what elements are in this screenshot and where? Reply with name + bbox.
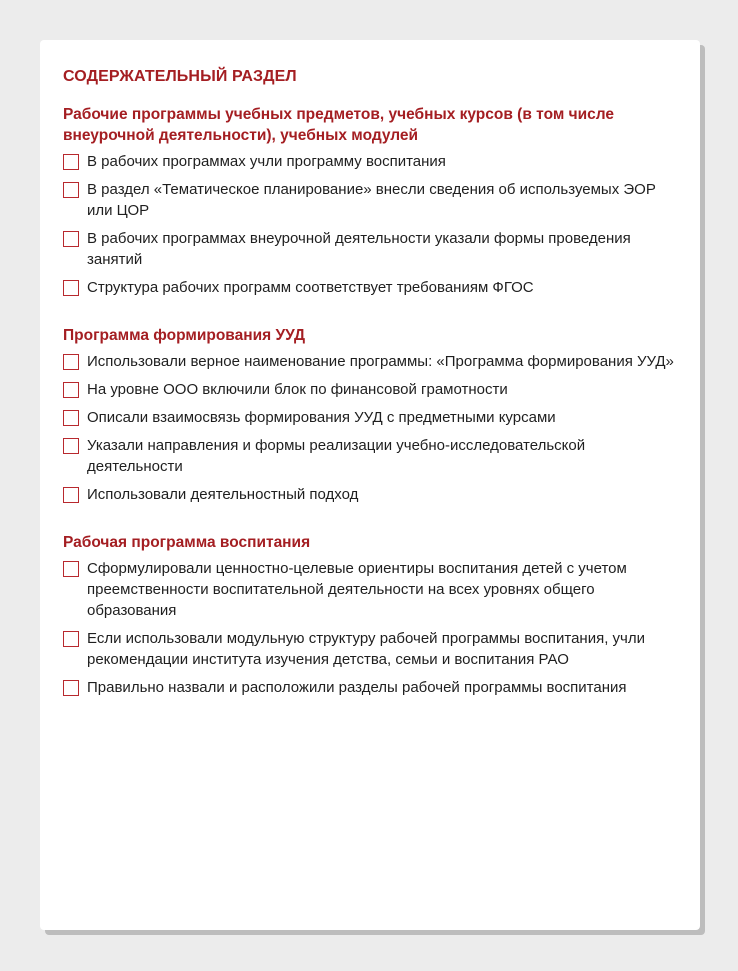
checkbox[interactable] (63, 182, 79, 198)
checklist-item-label: Правильно назвали и расположили разделы рабочей программы воспитания (87, 679, 627, 696)
checklist-item-label: Использовали деятельностный подход (87, 486, 359, 503)
checklist-item-label: В рабочих программах учли программу воспитания (87, 153, 446, 170)
checkbox[interactable] (63, 382, 79, 398)
checklist-item (63, 435, 683, 477)
checkbox[interactable] (63, 438, 79, 454)
checklist-item (63, 558, 683, 621)
page-title: СОДЕРЖАТЕЛЬНЫЙ РАЗДЕЛ (63, 68, 297, 85)
checkbox[interactable] (63, 231, 79, 247)
checklist-item-label: Описали взаимосвязь формирования УУД с предметными курсами (87, 409, 556, 426)
section-upbringing-program (63, 532, 683, 698)
checkbox[interactable] (63, 354, 79, 370)
checklist-item-label: Если использовали модульную структуру рабочей программы воспитания, учли рекомендации института изучения детства, семьи и воспитания РАО (87, 630, 645, 668)
checklist-item-label: Использовали верное наименование программы: «Программа формирования УУД» (87, 353, 674, 370)
checkbox[interactable] (63, 280, 79, 296)
checklist-item (63, 484, 683, 505)
section-uud-program (63, 325, 683, 505)
checklist-item-label: В рабочих программах внеурочной деятельности указали формы проведения занятий (87, 230, 631, 268)
checklist-item (63, 351, 683, 372)
checklist-item (63, 628, 683, 670)
section-title: Рабочие программы учебных предметов, учебных курсов (в том числе внеурочной деятельности), учебных модулей (63, 106, 615, 144)
checklist-item-label: В раздел «Тематическое планирование» внесли сведения об используемых ЭОР или ЦОР (87, 181, 656, 219)
checklist-item-label: Структура рабочих программ соответствует требованиям ФГОС (87, 279, 534, 296)
checkbox[interactable] (63, 410, 79, 426)
section-title: Программа формирования УУД (63, 327, 306, 344)
section-title: Рабочая программа воспитания (63, 534, 311, 551)
section-work-programs (63, 104, 683, 298)
checklist-item (63, 277, 683, 298)
checklist-item (63, 379, 683, 400)
checkbox[interactable] (63, 680, 79, 696)
checklist-content (63, 67, 683, 725)
checklist-card (40, 40, 700, 930)
checkbox[interactable] (63, 561, 79, 577)
checklist-item-label: На уровне ООО включили блок по финансовой грамотности (87, 381, 508, 398)
checklist-item-label: Указали направления и формы реализации учебно-исследовательской деятельности (87, 437, 586, 475)
checklist-item-label: Сформулировали ценностно-целевые ориентиры воспитания детей с учетом преемственности воспитательной деятельности на всех уровнях общего образования (87, 560, 627, 619)
checklist-item (63, 151, 683, 172)
checklist-item (63, 228, 683, 270)
checklist-item (63, 179, 683, 221)
checklist-item (63, 677, 683, 698)
checkbox[interactable] (63, 154, 79, 170)
checkbox[interactable] (63, 631, 79, 647)
checklist-item (63, 407, 683, 428)
checkbox[interactable] (63, 487, 79, 503)
